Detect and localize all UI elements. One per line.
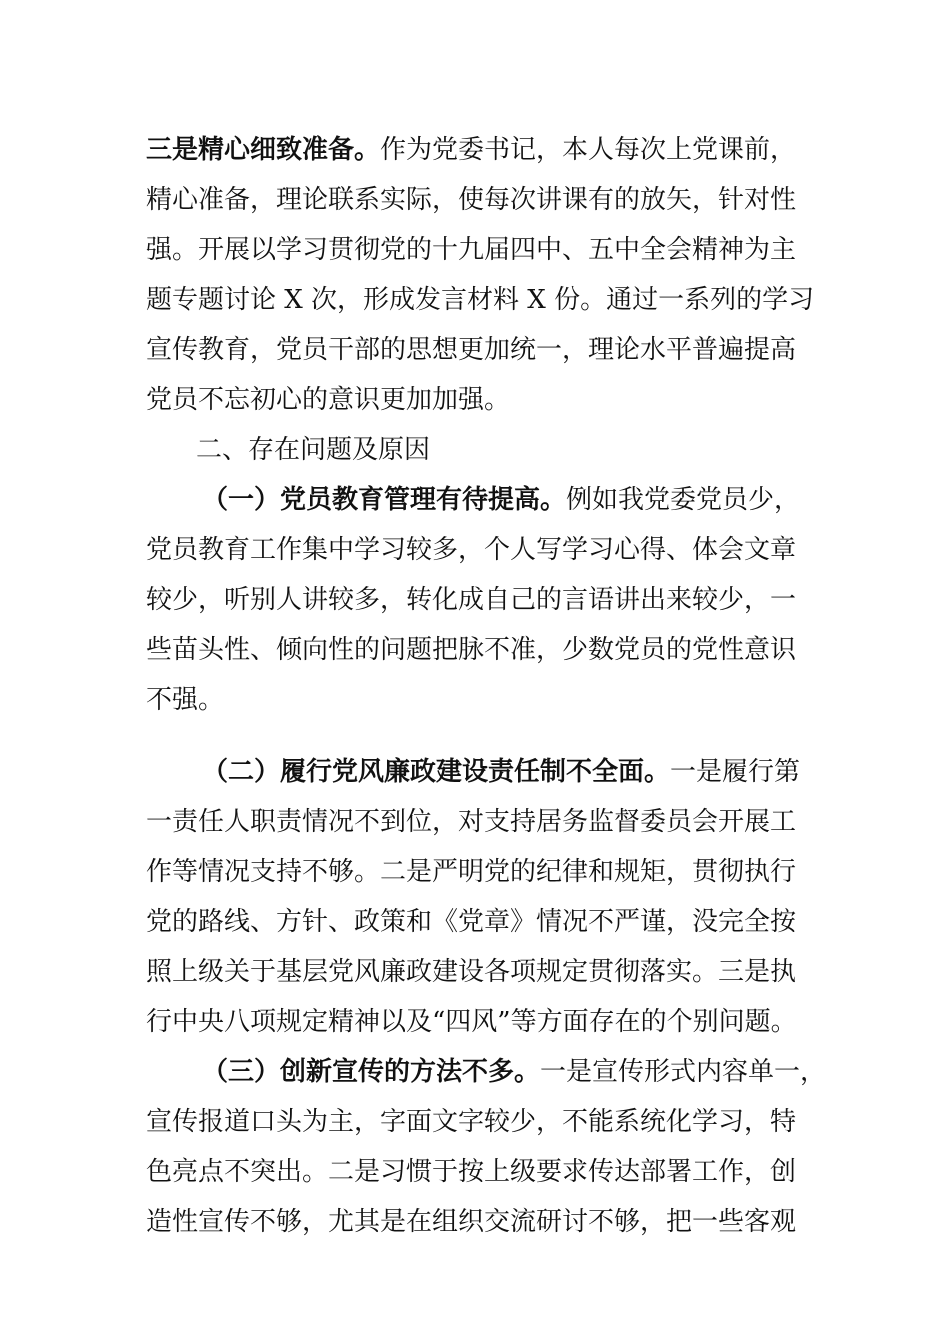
paragraph-2-line-2: 党员教育工作集中学习较多，个人写学习心得、体会文章 [146,535,797,565]
paragraph-2-line-1 [202,475,800,525]
paragraph-1-line-3: 强。开展以学习贯彻党的十九届四中、五中全会精神为主 [146,235,797,265]
paragraph-2-lead: （一）党员教育管理有待提高。 [202,485,567,515]
paragraph-1-lead: 三是精心细致准备。 [146,135,381,165]
paragraph-3-line-6: 行中央八项规定精神以及“四风”等方面存在的个别问题。 [146,1007,797,1037]
paragraph-1-line-2: 精心准备，理论联系实际，使每次讲课有的放矢，针对性 [146,185,797,215]
paragraph-3-line-2: 一责任人职责情况不到位，对支持居务监督委员会开展工 [146,807,797,837]
paragraph-2-line-4: 些苗头性、倾向性的问题把脉不准，少数党员的党性意识 [146,635,797,665]
paragraph-3-text: 一是履行第 [670,757,801,787]
paragraph-4-lead: （三）创新宣传的方法不多。 [202,1057,541,1087]
paragraph-2-text: 例如我党委党员少， [566,485,801,515]
paragraph-2-line-3: 较少，听别人讲较多，转化成自己的言语讲出来较少，一 [146,585,797,615]
paragraph-1-line-1 [146,125,796,175]
paragraph-3-line-1 [202,747,800,797]
paragraph-2-line-5: 不强。 [146,685,225,715]
paragraph-1-line-6: 党员不忘初心的意识更加加强。 [146,385,511,415]
paragraph-4-line-2: 宣传报道口头为主，字面文字较少，不能系统化学习，特 [146,1107,797,1137]
paragraph-4-line-4: 造性宣传不够，尤其是在组织交流研讨不够，把一些客观 [146,1207,797,1237]
paragraph-1-line-4: 题专题讨论 X 次，形成发言材料 X 份。通过一系列的学习 [146,285,815,315]
paragraph-4-line-1 [202,1047,826,1097]
paragraph-1-text: 作为党委书记，本人每次上党课前， [380,135,797,165]
paragraph-4-text: 一是宣传形式内容单一， [540,1057,827,1087]
paragraph-3-line-3: 作等情况支持不够。二是严明党的纪律和规矩，贯彻执行 [146,857,797,887]
section-heading: 二、存在问题及原因 [196,435,431,465]
paragraph-3-lead: （二）履行党风廉政建设责任制不全面。 [202,757,671,787]
paragraph-3-line-5: 照上级关于基层党风廉政建设各项规定贯彻落实。三是执 [146,957,797,987]
paragraph-4-line-3: 色亮点不突出。二是习惯于按上级要求传达部署工作，创 [146,1157,797,1187]
paragraph-1-line-5: 宣传教育，党员干部的思想更加统一，理论水平普遍提高 [146,335,797,365]
paragraph-3-line-4: 党的路线、方针、政策和《党章》情况不严谨，没完全按 [146,907,797,937]
